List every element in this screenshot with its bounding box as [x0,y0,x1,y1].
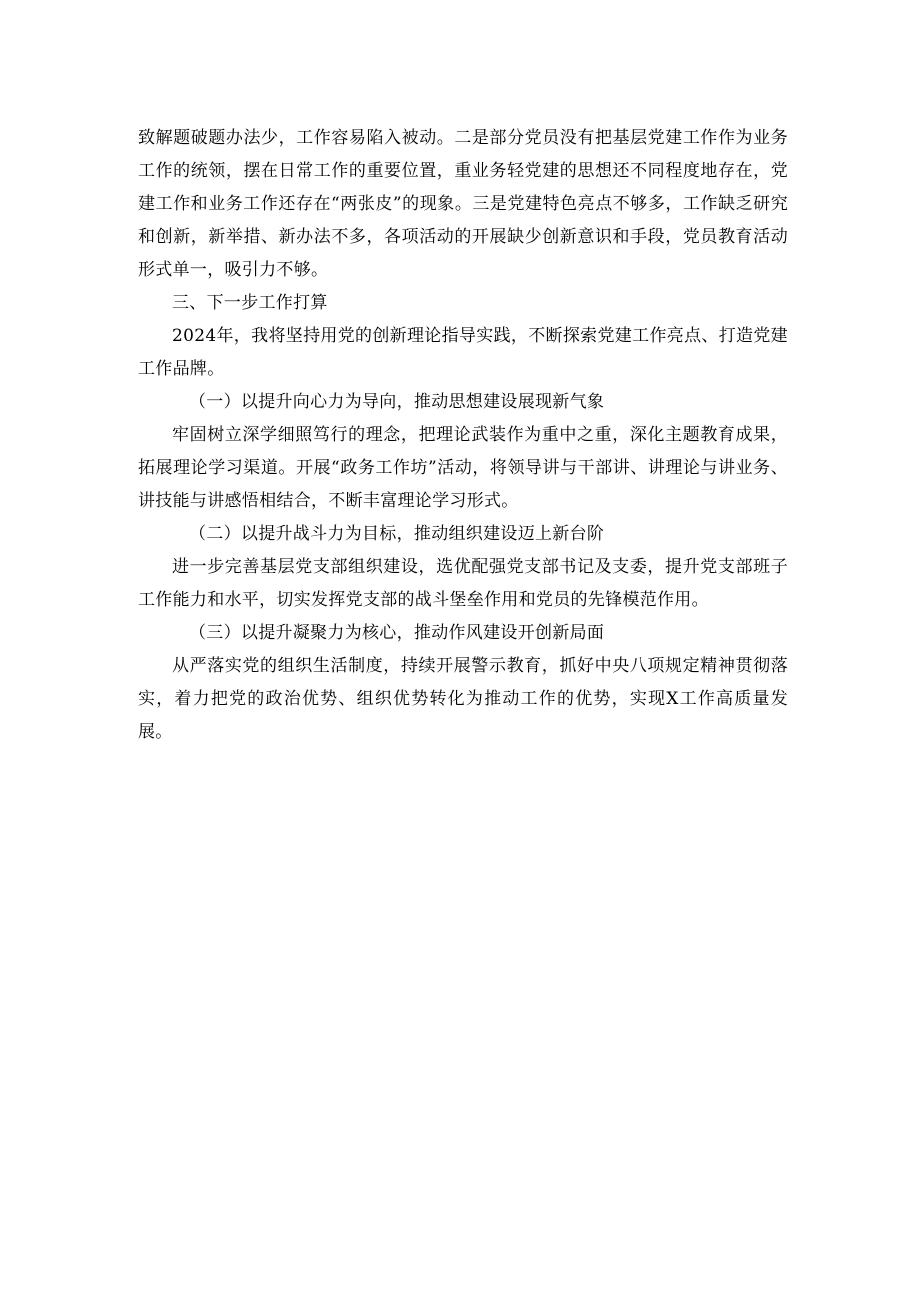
subheading-organization: （二）以提升战斗力为目标，推动组织建设迈上新台阶 [189,524,605,544]
paragraph-problems-continued: 致解题破题办法少，工作容易陷入被动。二是部分党员没有把基层党建工作作为业务工作的统领，摆在日常工作的重要位置，重业务轻党建的思想还不同程度地存在，党建工作和业务工作还存在“两张皮”的现象。三是党建特色亮点不够多，工作缺乏研究和创新，新举措、新办法不多，各项活动的开展缺少创新意识和手段，党员教育活动形式单一，吸引力不够。 [138,128,788,280]
paragraph-work-style: 从严落实党的组织生活制度，持续开展警示教育，抓好中央八项规定精神贯彻落实，着力把党的政治优势、组织优势转化为推动工作的优势，实现X工作高质量发展。 [138,656,788,742]
document-body [138,122,788,749]
subheading-work-style: （三）以提升凝聚力为核心，推动作风建设开创新局面 [189,623,605,643]
paragraph-2024-plan: 2024年，我将坚持用党的创新理论指导实践，不断探索党建工作亮点、打造党建工作品牌。 [138,326,788,379]
section-heading-next-steps: 三、下一步工作打算 [172,293,328,313]
paragraph-ideology: 牢固树立深学细照笃行的理念，把理论武装作为重中之重，深化主题教育成果，拓展理论学习渠道。开展“政务工作坊”活动，将领导讲与干部讲、讲理论与讲业务、讲技能与讲感悟相结合，不断丰富理论学习形式。 [138,425,788,511]
subheading-ideology: （一）以提升向心力为导向，推动思想建设展现新气象 [189,392,605,412]
paragraph-organization: 进一步完善基层党支部组织建设，选优配强党支部书记及支委，提升党支部班子工作能力和水平，切实发挥党支部的战斗堡垒作用和党员的先锋模范作用。 [138,557,788,610]
